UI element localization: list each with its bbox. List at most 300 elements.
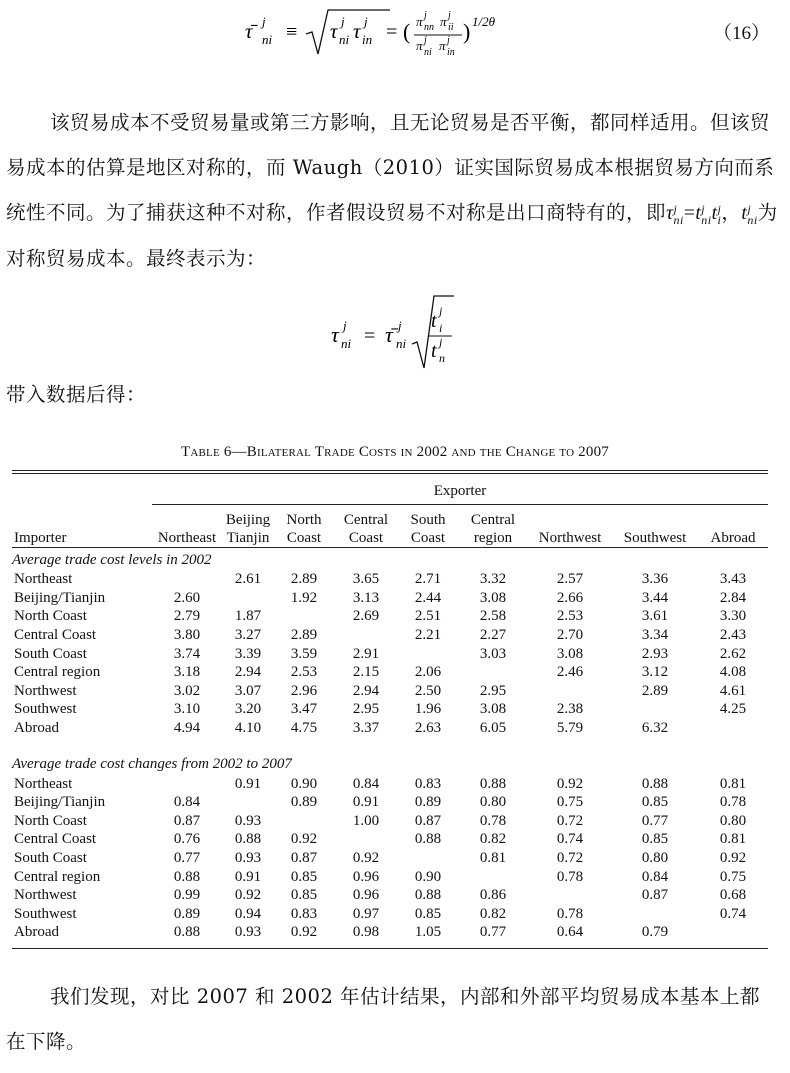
eq16-lparen: ( xyxy=(403,19,411,44)
column-header-5 xyxy=(458,511,528,548)
section-changes-title: Average trade cost changes from 2002 to 2007 xyxy=(12,756,292,773)
column-header-line1: Central xyxy=(343,512,389,528)
table-cell xyxy=(334,626,398,645)
eq2-lhs: τ xyxy=(331,322,339,347)
row-importer-name: Beijing/Tianjin xyxy=(14,589,106,606)
column-header-line2: Coast xyxy=(410,530,446,546)
table-cell: 0.89 xyxy=(414,794,442,811)
table-cell: 3.02 xyxy=(173,682,201,699)
paragraph-trade-cost-asymmetry xyxy=(6,100,778,281)
column-header-6 xyxy=(528,511,612,548)
table-cell: 3.74 xyxy=(173,645,201,662)
inline-t2: t xyxy=(711,203,718,224)
column-header-line1: North xyxy=(286,512,322,528)
table-cell: 1.05 xyxy=(414,924,442,941)
eq2-eq: = xyxy=(364,325,376,347)
table-cell: 0.93 xyxy=(234,924,262,941)
paragraph-substitute-data: 带入数据后得： xyxy=(6,383,147,406)
table-cell: 2.79 xyxy=(173,608,201,625)
row-importer-name: Northeast xyxy=(14,775,73,792)
row-importer-name: Central region xyxy=(14,664,101,681)
bilateral-trade-cost-table xyxy=(12,478,768,949)
table-cell: 0.84 xyxy=(352,775,380,792)
row-importer-name: North Coast xyxy=(14,812,87,829)
eq2-num-sub: i xyxy=(439,321,443,335)
table-cell: 0.85 xyxy=(414,905,442,922)
table-cell: 0.88 xyxy=(414,831,442,848)
table-cell xyxy=(528,886,612,905)
column-header-2 xyxy=(274,511,334,548)
inline-sep: ， xyxy=(721,201,742,224)
table-cell: 0.90 xyxy=(290,775,318,792)
table-cell: 2.60 xyxy=(173,589,201,606)
table-cell: 0.85 xyxy=(641,794,669,811)
inline-tau-sup: j xyxy=(673,201,678,216)
table-cell: 2.15 xyxy=(352,664,380,681)
table-cell: 2.70 xyxy=(556,627,584,644)
table-cell: 3.27 xyxy=(234,627,262,644)
table-cell: 3.03 xyxy=(479,645,507,662)
eq2-num: t xyxy=(431,310,437,332)
table-cell: 2.93 xyxy=(641,645,669,662)
table-cell: 4.08 xyxy=(719,664,747,681)
eq2-lhs-sup: j xyxy=(343,318,347,333)
table-cell xyxy=(222,589,274,608)
table-cell xyxy=(274,607,334,626)
table-cell: 0.84 xyxy=(641,868,669,885)
table-cell: 2.44 xyxy=(414,589,442,606)
table-cell: 2.95 xyxy=(479,682,507,699)
table-row xyxy=(12,644,768,663)
eq16-sqrt-b-sub: in xyxy=(362,32,373,47)
column-header-line1 xyxy=(528,511,612,529)
table-cell: 0.96 xyxy=(352,868,380,885)
table-cell: 0.85 xyxy=(290,887,318,904)
row-importer-name: South Coast xyxy=(14,645,87,662)
column-header-7 xyxy=(612,511,698,548)
table-cell: 2.89 xyxy=(641,682,669,699)
table-cell xyxy=(398,644,458,663)
column-header-line1 xyxy=(152,511,222,529)
column-header-line2: region xyxy=(473,530,513,546)
table-row xyxy=(12,812,768,831)
table-cell: 0.92 xyxy=(556,775,584,792)
column-header-3 xyxy=(334,511,398,548)
eq16-den-a-sup: j xyxy=(424,35,427,46)
table-cell: 0.75 xyxy=(556,794,584,811)
table-cell: 2.21 xyxy=(414,627,442,644)
row-importer-name: South Coast xyxy=(14,850,87,867)
table-cell: 2.94 xyxy=(352,682,380,699)
eq16-num-b-sup: j xyxy=(448,10,451,21)
table-cell: 1.00 xyxy=(352,812,380,829)
table-cell: 3.61 xyxy=(641,608,669,625)
eq16-sqrt-a: τ xyxy=(330,19,338,43)
table-cell: 0.80 xyxy=(719,812,747,829)
table-cell: 0.88 xyxy=(479,775,507,792)
table-cell xyxy=(698,719,768,738)
table-cell: 3.07 xyxy=(234,682,262,699)
table-cell: 3.34 xyxy=(641,627,669,644)
table-row xyxy=(12,923,768,942)
table-cell: 0.92 xyxy=(352,850,380,867)
table-cell: 3.20 xyxy=(234,701,262,718)
table-cell: 0.87 xyxy=(290,850,318,867)
inline-t3-sup: j xyxy=(747,201,752,216)
table-cell: 0.78 xyxy=(556,868,584,885)
eq16-lhs-sub: ni xyxy=(262,32,273,47)
inline-t1-sub: ni xyxy=(701,212,712,227)
table-cell: 0.78 xyxy=(719,794,747,811)
table-cell: 3.59 xyxy=(290,645,318,662)
eq16-exponent: 1/2θ xyxy=(472,14,495,29)
table-cell: 0.88 xyxy=(173,924,201,941)
row-importer-name: Southwest xyxy=(14,905,77,922)
table-cell: 0.79 xyxy=(641,924,669,941)
column-header-0 xyxy=(152,511,222,548)
table-row xyxy=(12,607,768,626)
table-cell: 2.95 xyxy=(352,701,380,718)
table-cell: 6.32 xyxy=(641,720,669,737)
table-cell: 1.96 xyxy=(414,701,442,718)
table-row xyxy=(12,849,768,868)
column-header-row xyxy=(12,511,768,548)
paragraph1-text: 该贸易成本不受贸易量或第三方影响，且无论贸易是否平衡，都同样适用。但该贸易成本的估算是地区对称的，而 Waugh（2010）证实国际贸易成本根据贸易方向而系统性不同。为了捕获这种不对称，作者假设贸易不对称是出口商特有的，即 xyxy=(6,111,775,224)
table-cell: 4.75 xyxy=(290,720,318,737)
row-importer-name: Abroad xyxy=(14,720,59,737)
column-header-line2: Tianjin xyxy=(226,530,270,546)
eq16-den-b-sub: in xyxy=(447,47,455,58)
eq16-sqrt-b-sup: j xyxy=(364,14,368,29)
table-cell: 0.72 xyxy=(556,812,584,829)
table-row xyxy=(12,570,768,589)
inline-t1-sup: j xyxy=(701,201,706,216)
table-cell: 0.92 xyxy=(290,831,318,848)
table-cell: 0.99 xyxy=(173,887,201,904)
column-header-line2: Coast xyxy=(348,530,384,546)
table-row xyxy=(12,774,768,793)
table-row xyxy=(12,793,768,812)
table-cell: 3.10 xyxy=(173,701,201,718)
column-header-line1 xyxy=(698,511,768,529)
section-levels-title-row xyxy=(12,551,768,570)
table-cell: 0.83 xyxy=(290,905,318,922)
table-cell xyxy=(222,793,274,812)
table-cell: 3.37 xyxy=(352,720,380,737)
inline-t3: t xyxy=(741,203,748,224)
table-cell xyxy=(274,812,334,831)
row-importer-name: Central Coast xyxy=(14,831,97,848)
table-cell: 0.85 xyxy=(641,831,669,848)
table-cell xyxy=(334,830,398,849)
column-header-line1 xyxy=(612,511,698,529)
table-cell xyxy=(612,905,698,924)
column-header-4 xyxy=(398,511,458,548)
table-cell: 0.96 xyxy=(352,887,380,904)
eq2-den: t xyxy=(431,340,437,362)
inline-t2-sub: i xyxy=(717,212,722,227)
table-cell: 0.89 xyxy=(173,905,201,922)
table-cell: 0.87 xyxy=(173,812,201,829)
table-cell: 1.92 xyxy=(290,589,318,606)
table-cell: 0.92 xyxy=(290,924,318,941)
paragraph1-text-end: 为对称贸易成本。最终表示为： xyxy=(6,201,778,270)
table-cell: 2.63 xyxy=(414,720,442,737)
table-cell: 3.18 xyxy=(173,664,201,681)
table-cell: 2.51 xyxy=(414,608,442,625)
table-cell: 2.71 xyxy=(414,571,442,588)
table-cell: 0.80 xyxy=(479,794,507,811)
eq16-eq: = xyxy=(386,21,398,43)
eq16-num-b: π xyxy=(440,14,447,29)
inline-t1: t xyxy=(695,203,702,224)
table-row xyxy=(12,700,768,719)
table-cell: 1.87 xyxy=(234,608,262,625)
eq16-lhs-sup: j xyxy=(262,14,266,29)
table-cell: 2.58 xyxy=(479,608,507,625)
eq2-den-sup: j xyxy=(439,335,443,349)
eq16-num-b-sub: ii xyxy=(448,22,454,33)
table-cell: 0.80 xyxy=(641,850,669,867)
table-cell: 3.47 xyxy=(290,701,318,718)
table-row xyxy=(12,886,768,905)
inline-eq: = xyxy=(683,203,696,224)
table-cell: 0.88 xyxy=(414,887,442,904)
eq16-den-b: π xyxy=(439,38,446,53)
table-cell: 2.84 xyxy=(719,589,747,606)
table-cell: 0.84 xyxy=(173,794,201,811)
table-cell: 3.12 xyxy=(641,664,669,681)
table-row xyxy=(12,589,768,608)
paragraph-conclusion xyxy=(6,974,778,1064)
table-cell: 2.46 xyxy=(556,664,584,681)
table-cell: 3.08 xyxy=(479,589,507,606)
eq16-rparen: ) xyxy=(463,19,471,44)
table-cell: 0.88 xyxy=(641,775,669,792)
table-cell: 0.91 xyxy=(234,868,262,885)
row-importer-name: Northeast xyxy=(14,571,73,588)
eq16-den-b-sup: j xyxy=(447,35,450,46)
column-header-line2: Northeast xyxy=(157,530,217,546)
table-cell: 0.68 xyxy=(719,887,747,904)
eq16-sqrt-a-sup: j xyxy=(341,14,345,29)
table-cell: 3.65 xyxy=(352,571,380,588)
table-cell: 2.69 xyxy=(352,608,380,625)
eq2-den-sub: n xyxy=(439,351,445,365)
table-cell: 2.89 xyxy=(290,571,318,588)
table-cell: 0.78 xyxy=(479,812,507,829)
inline-t2-sup: j xyxy=(717,201,722,216)
eq16-num-a-sup: j xyxy=(424,10,427,21)
table-row xyxy=(12,867,768,886)
eq2-lhs-sub: ni xyxy=(341,336,352,351)
table-row xyxy=(12,905,768,924)
table-cell: 2.61 xyxy=(234,571,262,588)
table-cell: 2.43 xyxy=(719,627,747,644)
inline-tau: τ xyxy=(666,203,674,224)
table-cell: 0.92 xyxy=(234,887,262,904)
table-cell: 0.82 xyxy=(479,905,507,922)
eq2-bar-sup: j xyxy=(398,318,402,333)
table-cell: 0.91 xyxy=(352,794,380,811)
column-header-line2: Abroad xyxy=(710,530,756,546)
section-changes-body xyxy=(12,774,768,941)
table-cell: 0.76 xyxy=(173,831,201,848)
table-cell: 0.93 xyxy=(234,850,262,867)
table-cell xyxy=(528,682,612,701)
table-row xyxy=(12,682,768,701)
table-cell: 0.91 xyxy=(234,775,262,792)
table-row xyxy=(12,719,768,738)
column-header-line1: South xyxy=(410,512,446,528)
table-top-rule xyxy=(12,470,768,471)
table-cell: 3.32 xyxy=(479,571,507,588)
eq16-equiv: ≡ xyxy=(286,21,298,43)
table-cell: 0.72 xyxy=(556,850,584,867)
column-header-line2: Coast xyxy=(286,530,322,546)
table-cell: 0.81 xyxy=(719,831,747,848)
table-cell: 0.94 xyxy=(234,905,262,922)
eq16-den-a-sub: ni xyxy=(424,47,432,58)
table-cell: 4.10 xyxy=(234,720,262,737)
table-cell: 2.94 xyxy=(234,664,262,681)
row-importer-name: North Coast xyxy=(14,608,87,625)
row-importer-name: Beijing/Tianjin xyxy=(14,794,106,811)
table-cell: 2.89 xyxy=(290,627,318,644)
eq2-num-sup: j xyxy=(439,304,443,318)
equation-16-graphic xyxy=(0,4,790,64)
table-cell: 4.94 xyxy=(173,720,201,737)
table-cell: 0.89 xyxy=(290,794,318,811)
equation-number: （16） xyxy=(712,23,770,44)
table-cell: 2.96 xyxy=(290,682,318,699)
table-cell: 6.05 xyxy=(479,720,507,737)
eq16-den-a: π xyxy=(416,38,423,53)
table-cell: 2.53 xyxy=(556,608,584,625)
table-cell: 0.64 xyxy=(556,924,584,941)
table-cell: 0.85 xyxy=(290,868,318,885)
table-cell: 3.39 xyxy=(234,645,262,662)
column-header-line2: Southwest xyxy=(623,530,687,546)
table-cell: 3.36 xyxy=(641,571,669,588)
table-cell: 0.92 xyxy=(719,850,747,867)
table-cell: 2.50 xyxy=(414,682,442,699)
table-cell: 0.77 xyxy=(641,812,669,829)
eq2-bar-sub: ni xyxy=(396,336,407,351)
table-cell: 2.53 xyxy=(290,664,318,681)
table-row xyxy=(12,663,768,682)
inline-formula xyxy=(666,201,758,227)
table-cell: 0.75 xyxy=(719,868,747,885)
table-cell: 0.78 xyxy=(556,905,584,922)
table-cell: 0.74 xyxy=(556,831,584,848)
table-cell: 3.43 xyxy=(719,571,747,588)
table-cell: 2.27 xyxy=(479,627,507,644)
table-cell: 0.83 xyxy=(414,775,442,792)
table-cell: 0.74 xyxy=(719,905,747,922)
equation-16 xyxy=(0,4,790,64)
table-cell: 0.93 xyxy=(234,812,262,829)
table-cell: 3.44 xyxy=(641,589,669,606)
table-top-rule-2 xyxy=(12,473,768,474)
table-cell: 2.38 xyxy=(556,701,584,718)
eq16-sqrt-b: τ xyxy=(353,19,361,43)
section-levels-body xyxy=(12,570,768,737)
row-importer-name: Central region xyxy=(14,868,101,885)
table-row xyxy=(12,626,768,645)
table-row xyxy=(12,830,768,849)
table-cell: 0.86 xyxy=(479,887,507,904)
table-cell: 0.98 xyxy=(352,924,380,941)
table-cell xyxy=(152,570,222,589)
table-cell: 0.90 xyxy=(414,868,442,885)
column-header-line2: Northwest xyxy=(538,530,602,546)
table-cell: 2.62 xyxy=(719,645,747,662)
table-cell: 4.61 xyxy=(719,682,747,699)
table-cell: 3.08 xyxy=(479,701,507,718)
row-importer-name: Abroad xyxy=(14,924,59,941)
table-cell: 0.97 xyxy=(352,905,380,922)
table-cell xyxy=(398,849,458,868)
eq16-num-a: π xyxy=(416,14,423,29)
eq16-sqrt-a-sub: ni xyxy=(339,32,350,47)
column-header-line1: Beijing xyxy=(225,512,271,528)
table-cell: 0.82 xyxy=(479,831,507,848)
table-cell: 3.30 xyxy=(719,608,747,625)
table-cell: 0.88 xyxy=(173,868,201,885)
eq16-num-a-sub: nn xyxy=(424,22,434,33)
table-cell: 0.87 xyxy=(641,887,669,904)
column-header-8 xyxy=(698,511,768,548)
section-changes-title-row xyxy=(12,755,768,774)
table-cell xyxy=(458,663,528,682)
column-header-line1: Central xyxy=(470,512,516,528)
paragraph3-text: 我们发现，对比 2007 和 2002 年估计结果，内部和外部平均贸易成本基本上都在下降。 xyxy=(6,985,761,1053)
table-cell xyxy=(698,923,768,942)
table-cell: 2.57 xyxy=(556,571,584,588)
table-cell: 2.66 xyxy=(556,589,584,606)
section-levels-title: Average trade cost levels in 2002 xyxy=(12,552,212,568)
table-cell xyxy=(152,774,222,793)
table-cell: 0.81 xyxy=(479,850,507,867)
table-cell: 4.25 xyxy=(719,701,747,718)
row-importer-name: Northwest xyxy=(14,887,77,904)
column-header-1 xyxy=(222,511,274,548)
exporter-header-row xyxy=(12,478,768,505)
table-cell xyxy=(612,700,698,719)
row-importer-name: Central Coast xyxy=(14,627,97,644)
table-cell: 2.91 xyxy=(352,645,380,662)
table-cell: 2.06 xyxy=(414,664,442,681)
table-cell: 3.08 xyxy=(556,645,584,662)
table-caption: Table 6—Bilateral Trade Costs in 2002 and the Change to 2007 xyxy=(181,444,609,460)
table-cell: 0.87 xyxy=(414,812,442,829)
table-bottom-rule-row xyxy=(12,942,768,949)
equation-2-graphic xyxy=(0,294,790,374)
table-cell xyxy=(458,867,528,886)
table-cell: 5.79 xyxy=(556,720,584,737)
table-cell: 0.77 xyxy=(479,924,507,941)
eq16-lhs: τ̄ xyxy=(245,19,253,43)
table-cell: 0.81 xyxy=(719,775,747,792)
importer-label: Importer xyxy=(14,530,67,546)
inline-t3-sub: ni xyxy=(747,212,758,227)
eq2-bar: τ̄ xyxy=(385,322,393,347)
exporter-label: Exporter xyxy=(433,483,487,499)
row-importer-name: Northwest xyxy=(14,682,77,699)
table-cell: 0.88 xyxy=(234,831,262,848)
inline-tau-sub: ni xyxy=(673,212,684,227)
